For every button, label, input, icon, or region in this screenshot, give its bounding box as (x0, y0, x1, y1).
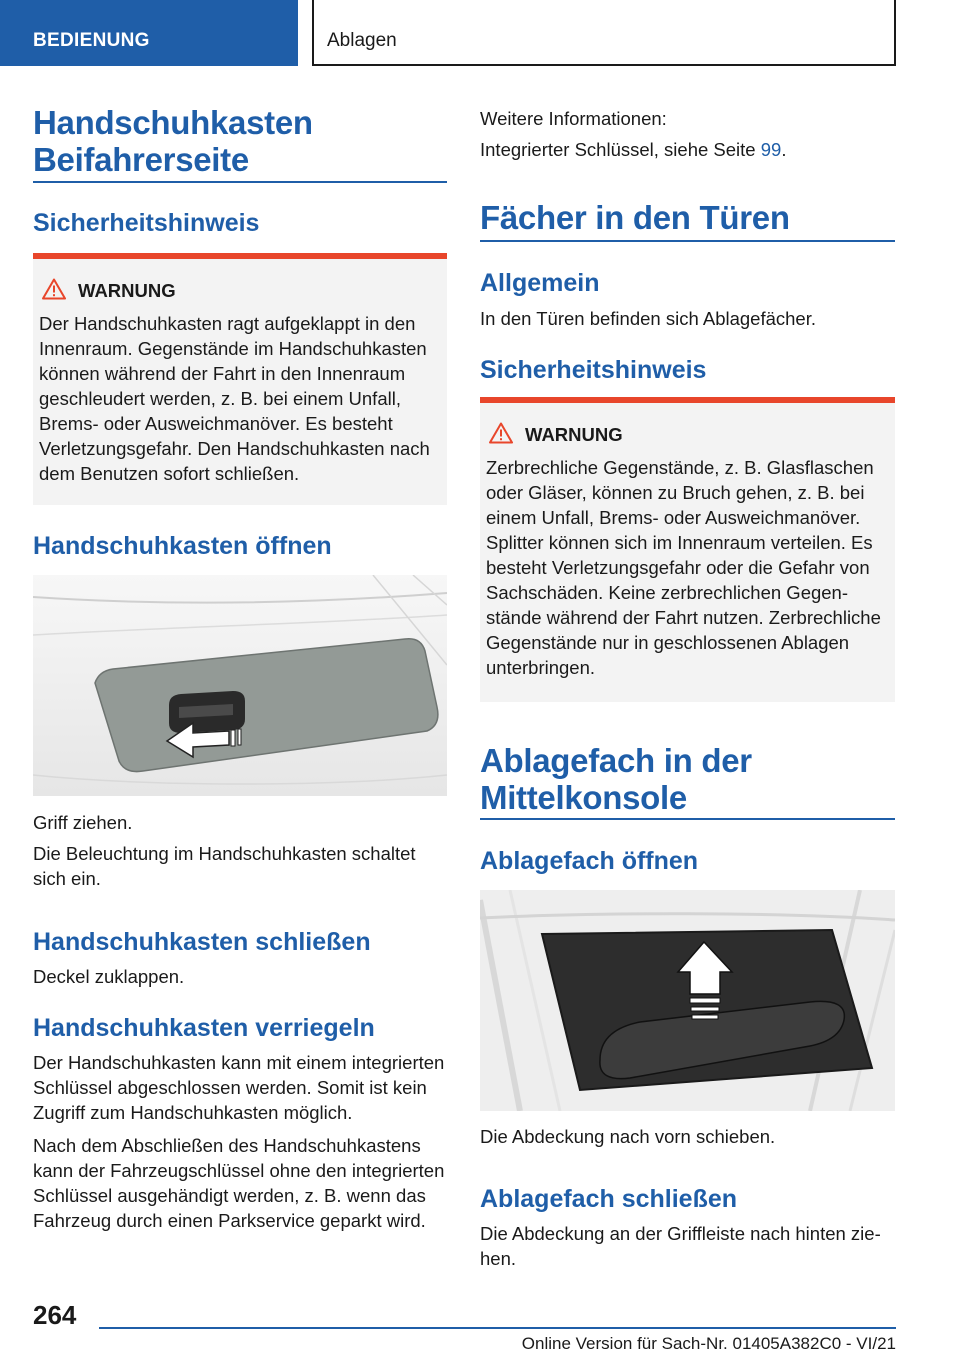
doors-title: Fächer in den Türen (480, 199, 790, 236)
general-heading: Allgemein (480, 269, 600, 297)
warning-title-2: WARNUNG (525, 424, 623, 445)
key-reference-text: Integrierter Schlüssel, siehe Seite (480, 139, 761, 160)
section-tab (0, 0, 298, 66)
safety-heading: Sicherheitshinweis (33, 209, 260, 237)
glovebox-title: Handschuhkasten Beifahrerseite (33, 104, 313, 178)
lock-glovebox-heading: Handschuhkasten verriegeln (33, 1014, 375, 1042)
safety-heading-2: Sicherheitshinweis (480, 356, 707, 384)
warning-text-2: Zerbrechliche Gegenstände, z. B. Glasflaschen oder Gläser, können zu Bruch gehen, z. B. bei einem Unfall, Brems- oder Ausweichmanöver. Splitter können sich im Innenraum verteilen. Es besteht Verletzungsgefahr oder die Gefahr von Sachschäden. Keine zerbrechlichen Gegenstände während der Fahrt nutzen. Zerbrechliche Gegenstände nur in geschlossenen Ablagen unterbringen. (486, 457, 881, 678)
chapter-tab (312, 0, 896, 66)
chapter-title: Ablagen (327, 30, 397, 51)
compartment-illustration (480, 890, 895, 1111)
footer-rule (99, 1327, 896, 1329)
lock-text-2: Nach dem Abschließen des Handschuhkastens kann der Fahrzeugschlüssel ohne den integrierten Schlüssel ausgehändigt werden, z. B. wenn das Fahrzeug durch einen Parkservice geparkt wird. (33, 1135, 445, 1231)
warning-box (33, 253, 447, 505)
key-reference (480, 137, 895, 162)
key-reference-end: . (781, 139, 787, 160)
general-text: In den Türen befinden sich Ablagefächer. (480, 308, 816, 329)
warning-bar (33, 253, 447, 259)
pull-handle-text: Griff ziehen. (33, 812, 133, 833)
page-link[interactable]: 99 (760, 139, 782, 160)
console-title: Ablagefach in der Mittelkonsole (480, 742, 752, 816)
warning-title: WARNUNG (78, 280, 176, 301)
warning-box-2 (480, 397, 895, 702)
footer-version: Online Version für Sach-Nr. 01405A382C0 - VI/21 (521, 1334, 896, 1353)
warning-bar-2 (480, 397, 895, 403)
close-compartment-heading: Ablagefach schließen (480, 1185, 738, 1213)
warning-triangle-icon (42, 278, 66, 300)
light-text: Die Beleuchtung im Handschuhkasten schaltet sich ein. (33, 843, 416, 889)
open-compartment-heading: Ablagefach öffnen (480, 847, 699, 875)
more-info-label: Weitere Informationen: (480, 108, 667, 129)
title-rule (33, 181, 447, 183)
close-glovebox-heading: Handschuhkasten schließen (33, 928, 371, 956)
lock-text-1: Der Handschuhkasten kann mit einem integrierten Schlüssel abgeschlossen werden. Somit ist kein Zugriff zum Handschuhkasten möglich. (33, 1052, 445, 1123)
section-title: BEDIENUNG (33, 30, 150, 51)
open-glovebox-heading: Handschuhkasten öffnen (33, 532, 332, 560)
close-glovebox-text: Deckel zuklappen. (33, 966, 185, 987)
warning-triangle-icon (489, 422, 513, 444)
doors-rule (480, 240, 895, 242)
close-compartment-text: Die Abdeckung an der Griffleiste nach hinten ziehen. (480, 1223, 881, 1269)
console-rule (480, 818, 895, 820)
slide-cover-text: Die Abdeckung nach vorn schieben. (480, 1126, 776, 1147)
warning-text: Der Handschuhkasten ragt aufgeklappt in den Innenraum. Gegenstände im Handschuhkasten können während der Fahrt in den Innenraum geschleudert werden, z. B. bei einem Unfall, Brems- oder Ausweichmanöver. Es besteht Verletzungsgefahr. Den Handschuhkasten nach dem Benutzen sofort schließen. (39, 313, 430, 484)
page-number: 264 (33, 1300, 77, 1330)
glovebox-illustration (33, 575, 447, 796)
